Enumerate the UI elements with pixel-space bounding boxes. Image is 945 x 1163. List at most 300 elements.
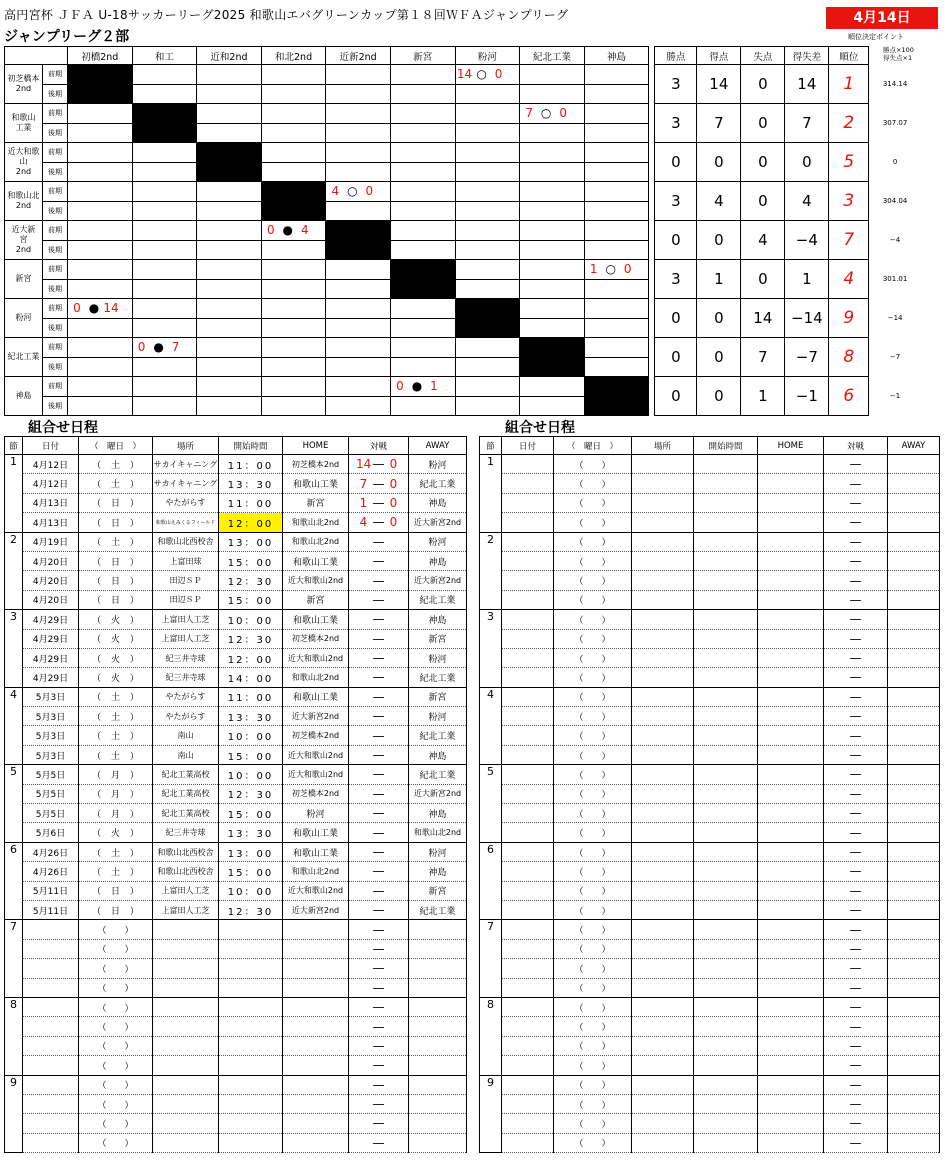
match-weekday: （ ） <box>554 1133 632 1152</box>
match-weekday: （ ） <box>554 823 632 842</box>
match-venue <box>632 493 694 512</box>
home-team <box>758 532 824 551</box>
points-stat: 3 <box>655 182 697 221</box>
rank-points: 301.01 <box>882 275 908 283</box>
match-date <box>502 687 554 706</box>
match-result-cell <box>584 221 649 241</box>
section-number: 2 <box>480 532 502 610</box>
match-weekday: （ 土 ） <box>79 474 153 493</box>
match-result-cell <box>584 260 649 280</box>
kickoff-time: 12：30 <box>219 571 283 590</box>
kickoff-time <box>694 726 758 745</box>
away-team <box>888 920 940 939</box>
away-team: 神島 <box>409 493 467 512</box>
home-team <box>758 1017 824 1036</box>
match-result-cell <box>455 377 520 397</box>
match-result-cell <box>68 104 133 124</box>
rank-stat: 7 <box>829 221 869 260</box>
home-team: 和歌山工業 <box>283 687 349 706</box>
match-score <box>349 978 409 997</box>
away-team <box>409 978 467 997</box>
match-result-cell <box>390 104 455 124</box>
match-date <box>502 590 554 609</box>
goals-against: 14 <box>103 301 119 316</box>
match-venue <box>153 920 219 939</box>
kickoff-time <box>694 900 758 919</box>
match-venue <box>632 823 694 842</box>
away-team <box>409 1094 467 1113</box>
away-header: AWAY <box>409 437 467 455</box>
match-score <box>349 842 409 861</box>
match-result-cell <box>390 396 455 416</box>
goal-diff-stat: −7 <box>785 338 829 377</box>
home-team <box>283 1036 349 1055</box>
kickoff-time: 12：30 <box>219 784 283 803</box>
goal-diff-stat: 14 <box>785 65 829 104</box>
match-venue: 田辺ＳＰ <box>153 590 219 609</box>
match-date <box>502 648 554 667</box>
home-team <box>758 571 824 590</box>
match-venue <box>632 610 694 629</box>
loss-mark: ● <box>282 223 294 238</box>
away-team <box>888 648 940 667</box>
score-dash: — <box>372 631 385 646</box>
schedule-row <box>5 1094 467 1113</box>
match-score <box>349 668 409 687</box>
points-stat: 0 <box>655 143 697 182</box>
league-col-header: 近和2nd <box>197 47 262 65</box>
home-team <box>758 920 824 939</box>
schedule-row <box>480 1036 940 1055</box>
match-date <box>502 842 554 861</box>
league-gap <box>649 240 655 260</box>
section-number: 8 <box>480 997 502 1075</box>
goals-against-stat: 0 <box>741 182 785 221</box>
schedule-label-right: 組合せ日程 <box>505 420 575 436</box>
score-dash: — <box>372 864 385 879</box>
match-result-cell <box>326 338 391 358</box>
match-date <box>23 920 79 939</box>
match-venue: 上富田人工芝 <box>153 881 219 900</box>
match-venue: 紀三井寺球 <box>153 823 219 842</box>
stat-header: 得点 <box>697 47 741 65</box>
self-match-block <box>326 221 391 260</box>
away-team: 粉河 <box>409 707 467 726</box>
match-weekday: （ 火 ） <box>79 668 153 687</box>
score-dash: — <box>849 476 862 491</box>
away-team: 近大新宮2nd <box>409 784 467 803</box>
schedule-row <box>480 823 940 842</box>
score-dash: — <box>372 980 385 995</box>
match-result-cell <box>132 260 197 280</box>
match-result-cell <box>326 279 391 299</box>
match-venue: 和歌山北西校舎 <box>153 862 219 881</box>
match-score <box>824 823 888 842</box>
match-result-cell <box>132 84 197 104</box>
match-venue <box>632 784 694 803</box>
league-gap <box>649 201 655 221</box>
match-score <box>349 1094 409 1113</box>
match-date <box>502 610 554 629</box>
kickoff-time: 12：00 <box>219 648 283 667</box>
away-team: 紀北工業 <box>409 726 467 745</box>
match-venue <box>153 1114 219 1133</box>
match-result-cell <box>197 260 262 280</box>
match-result-cell <box>68 318 133 338</box>
match-venue: 和歌山北西校舎 <box>153 532 219 551</box>
match-venue <box>632 939 694 958</box>
points-formula-note: 勝点×100 得失点×1 <box>883 46 914 62</box>
match-weekday: （ ） <box>554 648 632 667</box>
match-weekday: （ ） <box>554 881 632 900</box>
away-team <box>888 765 940 784</box>
match-venue <box>632 629 694 648</box>
match-date: 5月5日 <box>23 784 79 803</box>
venue-header: 場所 <box>153 437 219 455</box>
schedule-row <box>480 610 940 629</box>
team-name: 粉河 <box>5 299 43 338</box>
match-result-cell <box>197 338 262 358</box>
match-venue: 上富田人工芝 <box>153 610 219 629</box>
kickoff-time <box>694 1094 758 1113</box>
match-result-cell <box>584 84 649 104</box>
match-weekday: （ ） <box>79 1094 153 1113</box>
match-venue: 紀北工業高校 <box>153 784 219 803</box>
team-name: 和歌山 工業 <box>5 104 43 143</box>
match-date <box>23 1094 79 1113</box>
match-score <box>349 455 409 474</box>
section-header: 節 <box>480 437 502 455</box>
match-date: 5月3日 <box>23 687 79 706</box>
away-team <box>409 1056 467 1075</box>
win-mark: ○ <box>347 184 358 199</box>
points-stat: 3 <box>655 65 697 104</box>
score-dash: — <box>372 1097 385 1112</box>
rank-stat: 8 <box>829 338 869 377</box>
goals-against-stat: 14 <box>741 299 785 338</box>
match-venue <box>153 1094 219 1113</box>
phase-label: 前期 <box>43 338 68 358</box>
league-col-header: 新宮 <box>390 47 455 65</box>
match-result-cell <box>326 396 391 416</box>
goals-for: 1 <box>589 262 598 277</box>
match-result-cell <box>584 123 649 143</box>
match-result-cell <box>584 201 649 221</box>
match-venue <box>153 1056 219 1075</box>
match-score <box>824 997 888 1016</box>
home-team <box>758 842 824 861</box>
match-result-cell <box>326 65 391 85</box>
home-team <box>758 804 824 823</box>
away-team: 新宮 <box>409 881 467 900</box>
goal-diff-stat: 1 <box>785 260 829 299</box>
schedule-row <box>5 745 467 764</box>
schedule-row <box>5 862 467 881</box>
kickoff-time: 10：00 <box>219 726 283 745</box>
match-venue <box>632 997 694 1016</box>
phase-label: 前期 <box>43 182 68 202</box>
match-date: 4月12日 <box>23 455 79 474</box>
section-number: 4 <box>5 687 23 765</box>
phase-label: 前期 <box>43 221 68 241</box>
away-team: 紀北工業 <box>409 474 467 493</box>
score-dash: — <box>372 825 385 840</box>
match-weekday: （ ） <box>554 920 632 939</box>
away-team <box>888 1056 940 1075</box>
home-team <box>758 1056 824 1075</box>
away-team <box>409 920 467 939</box>
match-weekday: （ 土 ） <box>79 707 153 726</box>
match-venue: やたがらす <box>153 493 219 512</box>
section-number: 9 <box>480 1075 502 1153</box>
schedule-row <box>5 1075 467 1094</box>
schedule-row <box>480 765 940 784</box>
goal-diff-stat: 7 <box>785 104 829 143</box>
away-team <box>409 1036 467 1055</box>
stat-header: 失点 <box>741 47 785 65</box>
match-weekday: （ 月 ） <box>79 804 153 823</box>
kickoff-time <box>694 1017 758 1036</box>
match-venue: やたがらす <box>153 707 219 726</box>
home-team <box>283 997 349 1016</box>
goals-against: 7 <box>171 340 180 355</box>
home-team: 和歌山工業 <box>283 474 349 493</box>
match-date: 4月12日 <box>23 474 79 493</box>
match-score <box>824 978 888 997</box>
match-weekday: （ ） <box>79 1056 153 1075</box>
rank-points: −1 <box>889 392 901 400</box>
match-date <box>502 1017 554 1036</box>
phase-label: 前期 <box>43 104 68 124</box>
away-team <box>409 959 467 978</box>
kickoff-time <box>694 1114 758 1133</box>
self-match-block <box>132 104 197 143</box>
schedule-table-left <box>4 436 467 1153</box>
away-team <box>888 629 940 648</box>
match-venue <box>153 997 219 1016</box>
away-team <box>888 668 940 687</box>
schedule-row <box>5 1056 467 1075</box>
match-score <box>349 1133 409 1152</box>
schedule-row <box>480 474 940 493</box>
match-weekday: （ 日 ） <box>79 571 153 590</box>
match-weekday: （ ） <box>554 959 632 978</box>
phase-label: 前期 <box>43 143 68 163</box>
match-venue <box>153 959 219 978</box>
schedule-row <box>480 745 940 764</box>
phase-label: 後期 <box>43 279 68 299</box>
match-result-cell <box>68 221 133 241</box>
home-team: 近大和歌山2nd <box>283 745 349 764</box>
match-weekday: （ ） <box>554 513 632 532</box>
home-team: 近大和歌山2nd <box>283 765 349 784</box>
team-name: 初芝橋本 2nd <box>5 65 43 104</box>
schedule-row <box>480 959 940 978</box>
schedule-row <box>5 978 467 997</box>
score-dash: — <box>372 534 385 549</box>
schedule-row <box>480 687 940 706</box>
score-dash: — <box>849 1058 862 1073</box>
match-score <box>349 474 409 493</box>
match-venue <box>153 978 219 997</box>
match-score <box>349 920 409 939</box>
away-team <box>888 513 940 532</box>
match-date <box>502 978 554 997</box>
match-weekday: （ ） <box>79 997 153 1016</box>
away-team <box>888 532 940 551</box>
league-subtitle: ジャンプリーグ２部 <box>4 29 130 45</box>
match-weekday: （ 日 ） <box>79 551 153 570</box>
match-result-cell <box>390 143 455 163</box>
match-weekday: （ ） <box>79 939 153 958</box>
match-date: 5月3日 <box>23 745 79 764</box>
self-match-block <box>197 143 262 182</box>
away-team <box>409 939 467 958</box>
match-result-cell <box>326 357 391 377</box>
rank-points: −14 <box>887 314 903 322</box>
home-team: 近大和歌山2nd <box>283 571 349 590</box>
home-team <box>758 474 824 493</box>
home-team: 新宮 <box>283 493 349 512</box>
match-weekday: （ ） <box>554 939 632 958</box>
match-date <box>502 707 554 726</box>
match-score <box>824 862 888 881</box>
match-result-cell <box>197 123 262 143</box>
match-weekday: （ 土 ） <box>79 726 153 745</box>
home-team <box>283 1075 349 1094</box>
match-result-cell <box>197 221 262 241</box>
kickoff-time: 11：00 <box>219 493 283 512</box>
home-team <box>758 1114 824 1133</box>
phase-label: 前期 <box>43 377 68 397</box>
match-result-cell <box>326 143 391 163</box>
match-date: 4月29日 <box>23 629 79 648</box>
match-score <box>349 493 409 512</box>
match-venue <box>632 1133 694 1152</box>
match-weekday: （ ） <box>554 765 632 784</box>
league-row <box>5 65 921 85</box>
match-result-cell <box>132 377 197 397</box>
match-venue: 南山 <box>153 726 219 745</box>
match-result-cell <box>455 338 520 358</box>
match-result-cell <box>132 318 197 338</box>
match-venue <box>632 707 694 726</box>
kickoff-time <box>694 1036 758 1055</box>
match-score <box>824 648 888 667</box>
home-team <box>758 765 824 784</box>
match-result-cell <box>455 182 520 202</box>
match-score <box>349 862 409 881</box>
league-col-header: 紀北工業 <box>520 47 585 65</box>
match-result-cell <box>390 299 455 319</box>
match-date <box>502 804 554 823</box>
home-team <box>758 668 824 687</box>
score-dash: — <box>372 845 385 859</box>
league-row <box>5 377 921 397</box>
date-badge: 4月14日 <box>826 7 938 29</box>
match-venue: 和歌山えみくるフィールド <box>153 513 219 532</box>
schedule-row <box>480 551 940 570</box>
away-team <box>409 1017 467 1036</box>
kickoff-time <box>694 668 758 687</box>
match-weekday: （ 火 ） <box>79 629 153 648</box>
kickoff-time <box>694 493 758 512</box>
match-result-cell <box>455 143 520 163</box>
match-date <box>23 978 79 997</box>
match-result-cell <box>520 279 585 299</box>
match-venue <box>632 455 694 474</box>
match-venue <box>632 1094 694 1113</box>
league-gap <box>649 123 655 143</box>
match-result-cell <box>390 201 455 221</box>
score-dash: — <box>372 1077 385 1092</box>
section-number: 8 <box>5 997 23 1075</box>
score-dash: — <box>849 709 862 724</box>
schedule-row <box>5 784 467 803</box>
match-result-cell <box>197 201 262 221</box>
score-dash: — <box>849 767 862 782</box>
rank-stat: 4 <box>829 260 869 299</box>
match-weekday: （ ） <box>554 978 632 997</box>
match-venue <box>632 551 694 570</box>
match-weekday: （ 土 ） <box>79 532 153 551</box>
schedule-row <box>480 881 940 900</box>
match-date <box>502 745 554 764</box>
away-team: 神島 <box>409 551 467 570</box>
kickoff-time <box>694 784 758 803</box>
match-weekday: （ 土 ） <box>79 687 153 706</box>
schedule-row <box>480 1017 940 1036</box>
match-score <box>824 455 888 474</box>
schedule-row <box>480 784 940 803</box>
league-gap <box>649 162 655 182</box>
match-venue <box>632 687 694 706</box>
schedule-table-right <box>479 436 940 1153</box>
match-result-cell <box>68 162 133 182</box>
schedule-row <box>480 804 940 823</box>
match-result-cell <box>584 279 649 299</box>
home-team: 粉河 <box>283 804 349 823</box>
away-score: 0 <box>389 515 398 530</box>
match-result-cell <box>455 84 520 104</box>
match-result-cell <box>520 143 585 163</box>
match-result-cell <box>584 338 649 358</box>
match-date <box>502 900 554 919</box>
away-team <box>888 455 940 474</box>
match-score <box>824 1094 888 1113</box>
score-dash: — <box>372 786 385 801</box>
match-date <box>502 493 554 512</box>
away-team <box>409 997 467 1016</box>
schedule-row <box>480 571 940 590</box>
match-score <box>824 532 888 551</box>
match-result-cell <box>584 299 649 319</box>
vs-header: 対戦 <box>349 437 409 455</box>
match-result-cell <box>584 182 649 202</box>
goals-for: 0 <box>266 223 275 238</box>
schedule-row <box>480 1094 940 1113</box>
goals-against: 0 <box>365 184 374 199</box>
match-result-cell <box>455 201 520 221</box>
kickoff-time: 15：00 <box>219 862 283 881</box>
team-name: 紀北工業 <box>5 338 43 377</box>
score-dash: — <box>849 883 862 898</box>
away-team <box>888 707 940 726</box>
score-dash: — <box>372 651 385 666</box>
stat-header: 順位 <box>829 47 869 65</box>
home-team: 近大新宮2nd <box>283 900 349 919</box>
kickoff-time <box>219 1133 283 1152</box>
